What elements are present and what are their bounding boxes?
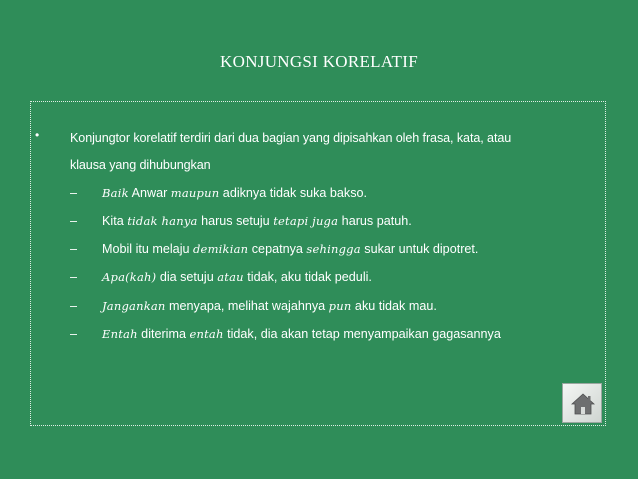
example-text (102, 324, 501, 344)
example-fragment: cepatnya (248, 242, 307, 256)
example-text (102, 296, 437, 316)
example-fragment: harus setuju (197, 214, 274, 228)
example-fragment: adiknya tidak suka bakso. (219, 186, 368, 200)
conjunction: demikian (193, 242, 249, 256)
example-item (70, 324, 590, 344)
main-bullet-text (70, 125, 600, 179)
example-text (102, 211, 412, 231)
example-item (70, 211, 590, 231)
example-fragment: Kita (102, 214, 128, 228)
example-text (102, 239, 478, 259)
main-bullet-line-1: Konjungtor korelatif terdiri dari dua bagian yang dipisahkan oleh frasa, kata, atau (70, 131, 512, 145)
conjunction: entah (189, 327, 224, 341)
example-fragment: harus patuh. (338, 214, 412, 228)
example-fragment: tidak, dia akan tetap menyampaikan gagasannya (223, 327, 501, 341)
conjunction: tidak hanya (127, 214, 198, 228)
conjunction: Entah (102, 327, 138, 341)
example-fragment: menyapa, melihat wajahnya (165, 299, 329, 313)
example-fragment: dia setuju (156, 270, 218, 284)
example-fragment: tidak, aku tidak peduli. (243, 270, 372, 284)
home-button[interactable] (562, 383, 602, 423)
example-fragment: Mobil itu melaju (102, 242, 193, 256)
conjunction: tetapi juga (273, 214, 339, 228)
home-icon (571, 393, 595, 415)
dash-marker: – (70, 214, 78, 228)
main-bullet-line-2: klausa yang dihubungkan (70, 158, 211, 172)
example-fragment: aku tidak mau. (351, 299, 437, 313)
example-fragment: Anwar (128, 186, 171, 200)
example-fragment: sukar untuk dipotret. (360, 242, 479, 256)
slide-title: KONJUNGSI KORELATIF (220, 52, 418, 71)
conjunction: Jangankan (102, 299, 166, 313)
example-item (70, 239, 590, 259)
example-text (102, 183, 367, 203)
example-fragment: diterima (137, 327, 190, 341)
example-item (70, 267, 590, 287)
conjunction: Apa(kah) (102, 270, 157, 284)
dash-marker: – (70, 270, 78, 284)
dash-marker: – (70, 242, 78, 256)
dash-marker: – (70, 299, 78, 313)
dash-marker: – (70, 186, 78, 200)
conjunction: pun (328, 299, 352, 313)
dash-marker: – (70, 327, 78, 341)
bullet-marker: • (35, 128, 40, 142)
conjunction: sehingga (306, 242, 361, 256)
example-text (102, 267, 372, 287)
conjunction: Baik (102, 186, 129, 200)
example-item (70, 296, 590, 316)
example-item (70, 183, 590, 203)
conjunction: maupun (170, 186, 220, 200)
conjunction: atau (217, 270, 244, 284)
